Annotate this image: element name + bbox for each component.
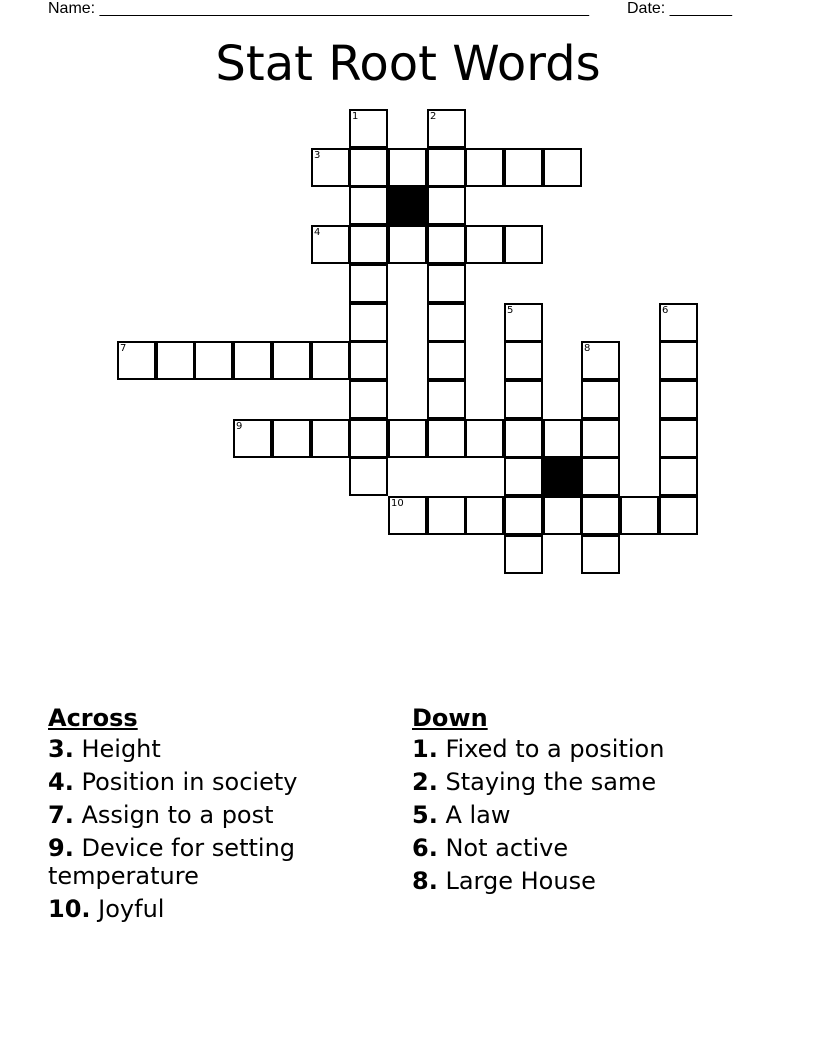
clue-down-5	[412, 801, 772, 829]
grid-cell-number: 5	[507, 305, 514, 316]
grid-cell[interactable]	[504, 303, 543, 342]
grid-cell[interactable]	[581, 380, 620, 419]
grid-cell[interactable]	[349, 109, 388, 148]
clue-number: 4.	[48, 768, 74, 796]
grid-cell[interactable]	[543, 148, 582, 187]
clue-across-4	[48, 768, 358, 796]
grid-cell[interactable]	[504, 419, 543, 458]
clue-text: Staying the same	[445, 768, 657, 796]
grid-cell[interactable]	[620, 496, 659, 535]
clue-text: Large House	[445, 867, 596, 895]
clue-down-1	[412, 735, 772, 763]
clue-down-6	[412, 834, 772, 862]
grid-cell[interactable]	[543, 496, 582, 535]
grid-cell[interactable]	[349, 186, 388, 225]
grid-cell[interactable]	[659, 303, 698, 342]
grid-cell[interactable]	[349, 148, 388, 187]
grid-cell[interactable]	[543, 419, 582, 458]
grid-cell-number: 7	[120, 343, 127, 354]
grid-cell[interactable]	[349, 419, 388, 458]
grid-cell[interactable]	[581, 496, 620, 535]
grid-cell[interactable]	[427, 109, 466, 148]
grid-cell[interactable]	[504, 457, 543, 496]
grid-cell[interactable]	[465, 148, 504, 187]
grid-cell[interactable]	[427, 303, 466, 342]
grid-cell[interactable]	[504, 496, 543, 535]
grid-cell[interactable]	[388, 419, 427, 458]
clue-text: Height	[81, 735, 161, 763]
grid-cell[interactable]	[504, 341, 543, 380]
clue-across-9	[48, 834, 358, 890]
grid-cell[interactable]	[272, 341, 311, 380]
grid-cell[interactable]	[465, 496, 504, 535]
grid-cell[interactable]	[233, 419, 272, 458]
grid-block	[388, 186, 427, 225]
grid-cell[interactable]	[465, 419, 504, 458]
clue-number: 1.	[412, 735, 438, 763]
clue-text: Assign to a post	[81, 801, 274, 829]
clue-number: 6.	[412, 834, 438, 862]
clue-text: Not active	[445, 834, 569, 862]
grid-cell[interactable]	[581, 457, 620, 496]
clue-across-3	[48, 735, 358, 763]
grid-cell[interactable]	[427, 148, 466, 187]
grid-cell[interactable]	[349, 264, 388, 303]
grid-cell[interactable]	[581, 535, 620, 574]
grid-cell[interactable]	[117, 341, 156, 380]
grid-cell[interactable]	[427, 225, 466, 264]
grid-cell[interactable]	[427, 264, 466, 303]
grid-block	[543, 457, 582, 496]
page-title: Stat Root Words	[215, 36, 601, 92]
grid-cell[interactable]	[311, 419, 350, 458]
grid-cell[interactable]	[504, 148, 543, 187]
grid-cell[interactable]	[311, 341, 350, 380]
clue-number: 9.	[48, 834, 74, 862]
grid-cell[interactable]	[194, 341, 233, 380]
grid-cell[interactable]	[272, 419, 311, 458]
clue-down-2	[412, 768, 772, 796]
grid-cell[interactable]	[349, 457, 388, 496]
grid-cell-number: 4	[314, 227, 321, 238]
grid-cell[interactable]	[581, 419, 620, 458]
clue-number: 5.	[412, 801, 438, 829]
grid-cell-number: 8	[584, 343, 591, 354]
grid-cell-number: 9	[236, 421, 243, 432]
clue-number: 10.	[48, 895, 91, 923]
grid-cell[interactable]	[349, 303, 388, 342]
grid-cell[interactable]	[233, 341, 272, 380]
grid-cell[interactable]	[427, 419, 466, 458]
grid-cell[interactable]	[311, 225, 350, 264]
grid-cell[interactable]	[659, 380, 698, 419]
grid-cell[interactable]	[388, 496, 427, 535]
grid-cell-number: 1	[352, 111, 359, 122]
across-heading: Across	[48, 704, 138, 732]
clue-text: Joyful	[98, 895, 165, 923]
grid-cell[interactable]	[659, 419, 698, 458]
clue-number: 3.	[48, 735, 74, 763]
grid-cell-number: 2	[430, 111, 437, 122]
grid-cell[interactable]	[388, 225, 427, 264]
clue-number: 2.	[412, 768, 438, 796]
grid-cell[interactable]	[659, 457, 698, 496]
clue-text: Fixed to a position	[445, 735, 665, 763]
down-heading: Down	[412, 704, 488, 732]
clue-across-7	[48, 801, 358, 829]
clue-down-8	[412, 867, 772, 895]
grid-cell[interactable]	[349, 341, 388, 380]
grid-cell[interactable]	[388, 148, 427, 187]
grid-cell[interactable]	[349, 225, 388, 264]
grid-cell[interactable]	[659, 496, 698, 535]
grid-cell[interactable]	[504, 380, 543, 419]
grid-cell[interactable]	[504, 535, 543, 574]
clue-number: 7.	[48, 801, 74, 829]
clue-text: Device for setting temperature	[48, 834, 296, 890]
grid-cell-number: 6	[662, 305, 669, 316]
grid-cell[interactable]	[427, 186, 466, 225]
down-clues	[412, 702, 772, 900]
grid-cell[interactable]	[156, 341, 195, 380]
grid-cell[interactable]	[427, 380, 466, 419]
clue-across-10	[48, 895, 358, 923]
grid-cell-number: 3	[314, 150, 321, 161]
grid-cell[interactable]	[427, 341, 466, 380]
name-field-label: Name: _______________________________________________________	[48, 0, 589, 17]
grid-cell-number: 10	[391, 498, 404, 509]
grid-cell[interactable]	[427, 496, 466, 535]
grid-cell[interactable]	[504, 225, 543, 264]
across-clues	[48, 702, 358, 928]
clue-text: Position in society	[81, 768, 298, 796]
grid-cell[interactable]	[581, 341, 620, 380]
grid-cell[interactable]	[311, 148, 350, 187]
clue-number: 8.	[412, 867, 438, 895]
date-field-label: Date: _______	[627, 0, 732, 17]
grid-cell[interactable]	[465, 225, 504, 264]
grid-cell[interactable]	[659, 341, 698, 380]
grid-cell[interactable]	[349, 380, 388, 419]
clue-text: A law	[445, 801, 511, 829]
